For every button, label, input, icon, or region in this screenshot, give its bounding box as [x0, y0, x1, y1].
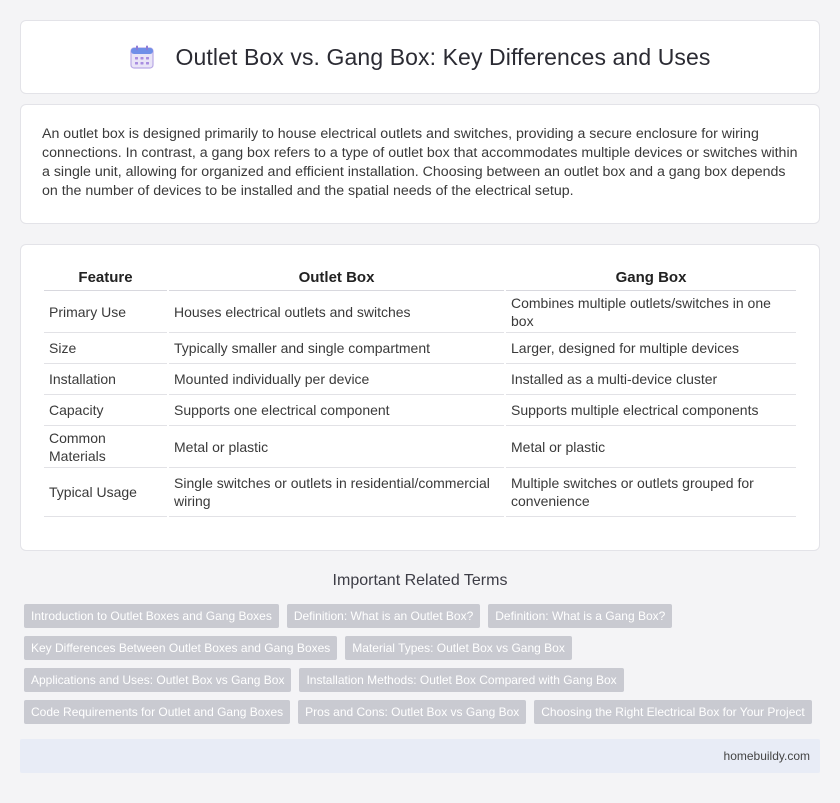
table-row: [44, 426, 796, 468]
related-term-tag[interactable]: Applications and Uses: Outlet Box vs Gang Box: [24, 668, 291, 692]
table-row: [44, 364, 796, 395]
related-terms-heading: Important Related Terms: [332, 572, 508, 589]
page-title: Outlet Box vs. Gang Box: Key Differences and Uses: [175, 43, 711, 70]
table-cell: Typically smaller and single compartment: [169, 333, 504, 364]
table-cell: Common Materials: [44, 426, 167, 468]
table-cell: Metal or plastic: [169, 426, 504, 468]
table-cell: Combines multiple outlets/switches in one box: [506, 291, 796, 333]
related-term-tag[interactable]: Introduction to Outlet Boxes and Gang Boxes: [24, 604, 279, 628]
table-cell: Supports one electrical component: [169, 395, 504, 426]
related-terms-list: [24, 604, 824, 732]
table-cell: Capacity: [44, 395, 167, 426]
table-row: [44, 333, 796, 364]
related-term-tag[interactable]: Material Types: Outlet Box vs Gang Box: [345, 636, 572, 660]
table-cell: Installation: [44, 364, 167, 395]
intro-paragraph: An outlet box is designed primarily to house electrical outlets and switches, providing a secure enclosure for wiring connections. In contrast, a gang box refers to a type of outlet box that accommodates multiple devices or switches within a single unit, allowing for organized and efficient installation. Choosing between an outlet box and a gang box depends on the number of devices to be installed and the spatial needs of the electrical setup.: [42, 126, 798, 199]
column-header-outlet-box: Outlet Box: [169, 267, 504, 291]
footer-site-name[interactable]: homebuildy.com: [723, 749, 810, 763]
related-term-tag[interactable]: Code Requirements for Outlet and Gang Boxes: [24, 700, 290, 724]
table-cell: Size: [44, 333, 167, 364]
related-term-tag[interactable]: Pros and Cons: Outlet Box vs Gang Box: [298, 700, 526, 724]
header-card: [20, 20, 820, 94]
table-cell: Single switches or outlets in residential/commercial wiring: [169, 468, 504, 517]
table-cell: Houses electrical outlets and switches: [169, 291, 504, 333]
table-cell: Primary Use: [44, 291, 167, 333]
table-row: [44, 291, 796, 333]
related-term-tag[interactable]: Choosing the Right Electrical Box for Your Project: [534, 700, 811, 724]
related-term-tag[interactable]: Definition: What is a Gang Box?: [488, 604, 672, 628]
footer: [20, 739, 820, 773]
related-term-tag[interactable]: Key Differences Between Outlet Boxes and Gang Boxes: [24, 636, 337, 660]
related-term-tag[interactable]: Installation Methods: Outlet Box Compared with Gang Box: [299, 668, 623, 692]
table-header-row: [44, 267, 796, 291]
table-cell: Mounted individually per device: [169, 364, 504, 395]
table-cell: Typical Usage: [44, 468, 167, 517]
table-cell: Metal or plastic: [506, 426, 796, 468]
table-cell: Multiple switches or outlets grouped for convenience: [506, 468, 796, 517]
table-row: [44, 468, 796, 517]
table-cell: Supports multiple electrical components: [506, 395, 796, 426]
comparison-table-card: [20, 244, 820, 551]
intro-card: [20, 104, 820, 224]
table-cell: Larger, designed for multiple devices: [506, 333, 796, 364]
table-cell: Installed as a multi-device cluster: [506, 364, 796, 395]
related-term-tag[interactable]: Definition: What is an Outlet Box?: [287, 604, 480, 628]
calendar-icon: [129, 44, 155, 70]
table-row: [44, 395, 796, 426]
column-header-feature: Feature: [44, 267, 167, 291]
column-header-gang-box: Gang Box: [506, 267, 796, 291]
comparison-table: [42, 267, 798, 517]
